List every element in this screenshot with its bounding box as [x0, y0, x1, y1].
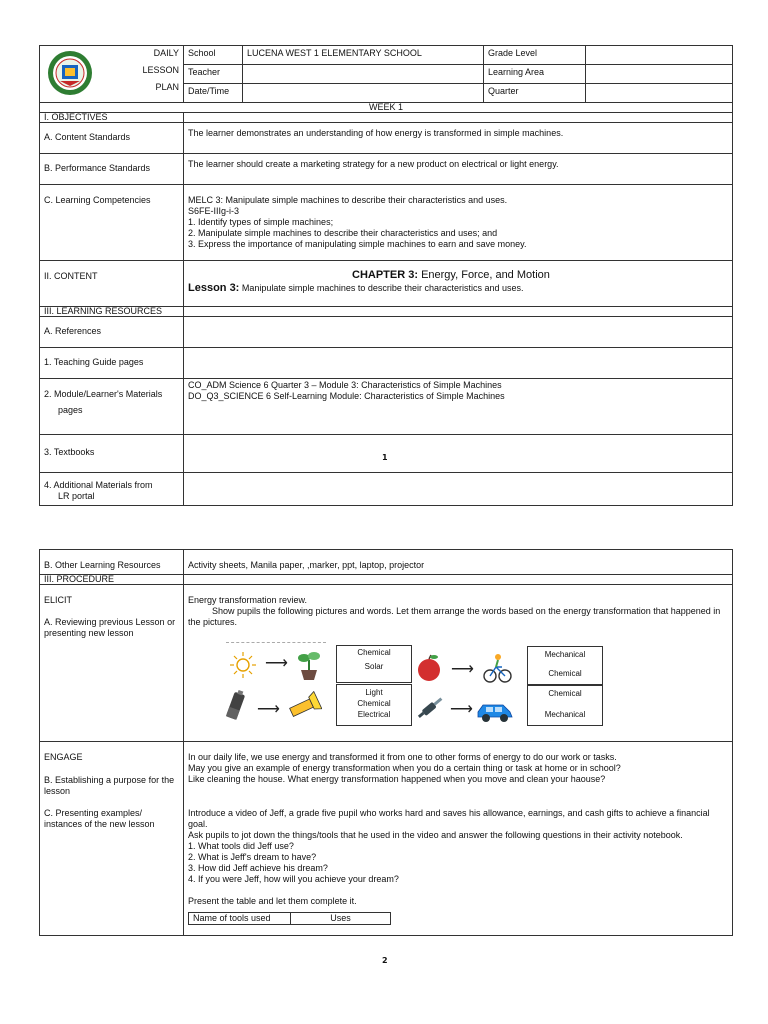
word-box-3 [336, 684, 412, 726]
textbooks-label: 3. Textbooks [40, 435, 184, 473]
learning-resources-heading: III. LEARNING RESOURCES [40, 307, 184, 317]
elicit-text: Show pupils the following pictures and words. Let them arrange the words based on the energy transformation that happened in the pictures. [188, 606, 721, 627]
question-line: 3. How did Jeff achieve his dream? [188, 863, 328, 873]
tools-table [188, 912, 391, 925]
engage-line: Like cleaning the house. What energy transformation happened when you move and clean your haouse? [188, 774, 606, 784]
additional-label-line2: LR portal [58, 491, 95, 501]
learning-competencies-label: C. Learning Competencies [40, 185, 184, 261]
additional-label-line1: 4. Additional Materials from [44, 480, 153, 490]
elicit-sub: A. Reviewing previous Lesson or presenting new lesson [44, 617, 176, 638]
lesson-title [188, 283, 728, 294]
competency-line: S6FE-IIIg-i-3 [188, 206, 240, 216]
flashlight-icon [286, 691, 322, 721]
arrow-icon: ⟶ [451, 661, 474, 678]
arrow-icon: ⟶ [265, 655, 288, 672]
chapter-rest: Energy, Force, and Motion [418, 269, 550, 281]
lesson-rest: Manipulate simple machines to describe their characteristics and uses. [239, 283, 524, 293]
apple-icon [414, 653, 444, 683]
word-box-2 [527, 646, 603, 685]
datetime-value [243, 84, 484, 103]
content-label: II. CONTENT [40, 261, 184, 307]
competency-line: MELC 3: Manipulate simple machines to describe their characteristics and uses. [188, 195, 508, 205]
word-box-item: Chemical [357, 648, 391, 657]
datetime-label: Date/Time [184, 84, 243, 103]
content-standards-label: A. Content Standards [40, 123, 184, 154]
word-box-item: Electrical [357, 710, 391, 719]
quarter-label: Quarter [484, 84, 586, 103]
question-line: 2. What is Jeff's dream to have? [188, 852, 317, 862]
other-resources-label: B. Other Learning Resources [40, 550, 184, 575]
content-text [184, 261, 733, 307]
label-lesson: LESSON [142, 65, 179, 75]
word-box-item: Chemical [548, 669, 582, 678]
teaching-guide-label: 1. Teaching Guide pages [40, 348, 184, 379]
engage-video: Introduce a video of Jeff, a grade five pupil who works hard and saves his allowance, earnings, and cash gifts to achieve a financial goal. [188, 808, 710, 829]
sun-icon [229, 651, 257, 679]
dashed-divider [226, 642, 326, 643]
fuel-nozzle-icon [416, 693, 446, 723]
school-label: School [184, 46, 243, 65]
performance-standards-text: The learner should create a marketing strategy for a new product on electrical or light energy. [184, 154, 733, 185]
grade-level-label: Grade Level [484, 46, 586, 65]
engage-line: In our daily life, we use energy and transformed it from one to other forms of energy to do our work or tasks. [188, 752, 617, 762]
tools-header: Name of tools used [189, 913, 291, 925]
arrow-icon: ⟶ [450, 701, 473, 718]
teacher-value [243, 65, 484, 84]
learning-competencies-text [184, 185, 733, 261]
learning-area-value [586, 65, 733, 84]
word-box-4 [527, 685, 603, 726]
cyclist-icon [482, 652, 512, 684]
present-table-text: Present the table and let them complete it. [188, 896, 357, 906]
procedure-heading: III. PROCEDURE [40, 575, 184, 585]
engage-sub-b: B. Establishing a purpose for the lesson [44, 775, 175, 796]
references-label: A. References [40, 317, 184, 348]
lesson-plan-table-page1 [39, 45, 733, 506]
lesson-bold: Lesson 3: [188, 282, 240, 294]
plant-icon [296, 648, 322, 682]
word-box-item: Chemical [357, 699, 391, 708]
word-box-item: Mechanical [544, 710, 586, 719]
grade-level-value [586, 46, 733, 65]
school-seal-icon [47, 50, 93, 96]
car-icon [475, 697, 515, 723]
word-box-item: Solar [364, 662, 384, 671]
arrow-icon: ⟶ [257, 701, 280, 718]
teacher-label: Teacher [184, 65, 243, 84]
engage-label: ENGAGE [44, 752, 83, 762]
competency-line: 1. Identify types of simple machines; [188, 217, 334, 227]
battery-icon [224, 689, 248, 723]
engage-content [184, 742, 733, 936]
engage-ask: Ask pupils to jot down the things/tools that he used in the video and answer the following questions in their activity notebook. [188, 830, 683, 840]
word-box-1 [336, 645, 412, 683]
word-box-item: Light [365, 688, 383, 697]
module-text [184, 379, 733, 435]
engage-line: May you give an example of energy transformation when you do a certain thing or task at home or in school? [188, 763, 621, 773]
content-standards-text: The learner demonstrates an understanding of how energy is transformed in simple machines. [184, 123, 733, 154]
competency-line: 2. Manipulate simple machines to describe their characteristics and uses; and [188, 228, 498, 238]
module-label [40, 379, 184, 435]
performance-standards-label: B. Performance Standards [40, 154, 184, 185]
header-logo-cell [40, 46, 184, 103]
word-box-item: Mechanical [544, 650, 586, 659]
quarter-value [586, 84, 733, 103]
engage-sub-c: C. Presenting examples/ instances of the new lesson [44, 808, 155, 829]
week-heading: WEEK 1 [40, 103, 733, 113]
engage-label-cell [40, 742, 184, 936]
label-daily: DAILY [153, 48, 179, 58]
elicit-label-cell [40, 585, 184, 742]
module-label-line2: pages [58, 405, 83, 415]
lesson-plan-table-page2 [39, 549, 733, 936]
elicit-title: Energy transformation review. [188, 595, 308, 605]
page-number: 2 [382, 956, 388, 965]
word-box-item: Chemical [548, 689, 582, 698]
module-line: DO_Q3_SCIENCE 6 Self-Learning Module: Characteristics of Simple Machines [188, 391, 505, 401]
other-resources-text: Activity sheets, Manila paper, ,marker, ppt, laptop, projector [184, 550, 733, 575]
chapter-title [188, 270, 728, 281]
competency-line: 3. Express the importance of manipulating simple machines to earn and save money. [188, 239, 527, 249]
label-plan: PLAN [155, 82, 179, 92]
module-label-line1: 2. Module/Learner's Materials [44, 389, 163, 399]
chapter-bold: CHAPTER 3: [352, 269, 419, 281]
question-line: 1. What tools did Jeff use? [188, 841, 294, 851]
elicit-label: ELICIT [44, 595, 73, 605]
uses-header: Uses [291, 913, 391, 925]
objectives-heading: I. OBJECTIVES [40, 113, 184, 123]
module-line: CO_ADM Science 6 Quarter 3 – Module 3: Characteristics of Simple Machines [188, 380, 502, 390]
additional-materials-label [40, 473, 184, 506]
learning-area-label: Learning Area [484, 65, 586, 84]
school-value: LUCENA WEST 1 ELEMENTARY SCHOOL [243, 46, 484, 65]
question-line: 4. If you were Jeff, how will you achieve your dream? [188, 874, 399, 884]
page-number: 1 [382, 453, 388, 462]
